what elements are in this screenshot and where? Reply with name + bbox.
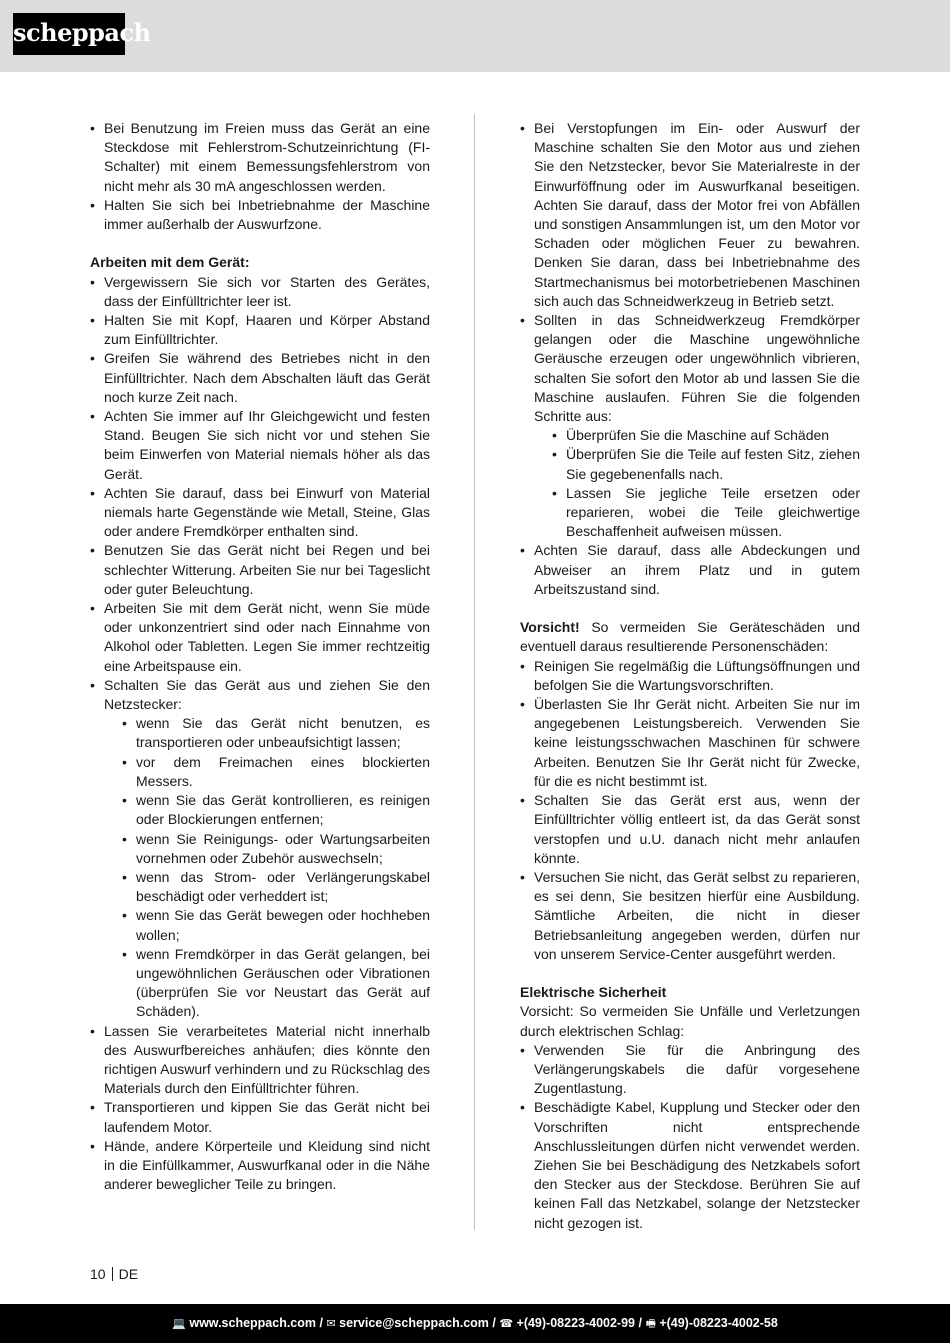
list-item: • Überlasten Sie Ihr Gerät nicht. Arbeiten Sie nur im angegebenen Leistungsbereich. Verwenden Sie keine leistungsschwachen Maschinen für schwere Arbeiten. Benutzen Sie Ihr Gerät nicht für Zwecke, für die es nicht bestimmt ist. — [520, 695, 860, 791]
list-item: • Vergewissern Sie sich vor Starten des Gerätes, dass der Einfülltrichter leer ist. — [90, 273, 430, 311]
phone-icon: ☎ — [499, 1318, 514, 1330]
list-item: • Reinigen Sie regelmäßig die Lüftungsöffnungen und befolgen Sie die Wartungsvorschriften. — [520, 657, 860, 695]
mail-icon: ✉ — [326, 1318, 336, 1330]
footer-fax: +(49)-08223-4002-58 — [659, 1316, 778, 1330]
working-list — [90, 273, 430, 1195]
column-divider — [474, 114, 475, 1230]
section-heading-working: Arbeiten mit dem Gerät: — [90, 254, 250, 271]
caution-label: Vorsicht! — [520, 619, 580, 636]
section-heading-electric: Elektrische Sicherheit — [520, 984, 667, 1001]
electric-list — [520, 1041, 860, 1233]
intro-list — [90, 119, 430, 234]
computer-icon: 💻 — [172, 1318, 186, 1330]
caution-list — [520, 657, 860, 964]
list-item: • Versuchen Sie nicht, das Gerät selbst zu reparieren, es sei denn, Sie besitzen hierfür eine Ausbildung. Sämtliche Arbeiten, die nicht in dieser Betriebsanleitung angegeben werden, dürfen nur von unserem Service-Center ausgeführt werden. — [520, 868, 860, 964]
page-header — [0, 0, 950, 72]
page-language: DE — [118, 1266, 139, 1282]
sub-list-item: • wenn Sie Reinigungs- oder Wartungsarbeiten vornehmen oder Zubehör auswechseln; — [104, 830, 430, 868]
list-item: • Benutzen Sie das Gerät nicht bei Regen und bei schlechter Witterung. Arbeiten Sie nur bei Tageslicht oder guter Beleuchtung. — [90, 541, 430, 599]
sub-list-item: • wenn Sie das Gerät nicht benutzen, es transportieren oder unbeaufsichtigt lassen; — [104, 714, 430, 752]
left-column — [90, 119, 430, 1194]
list-item: • Achten Sie immer auf Ihr Gleichgewicht und festen Stand. Beugen Sie sich nicht vor und stehen Sie beim Einwerfen von Material niemals höher als das Gerät. — [90, 407, 430, 484]
list-item: • Beschädigte Kabel, Kupplung und Stecker oder den Vorschriften nicht entsprechende Anschlussleitungen dürfen nicht verwendet werden. Ziehen Sie bei Beschädigung des Netzkabels sofort den Stecker aus der Steckdose. Berühren Sie auf keinen Fall das Netzkabel, solange der Netzstecker nicht gezogen ist. — [520, 1098, 860, 1232]
scheppach-logo: scheppach — [13, 13, 125, 55]
footer-phone: +(49)-08223-4002-99 — [516, 1316, 636, 1330]
electric-intro: Vorsicht: So vermeiden Sie Unfälle und Verletzungen durch elektrischen Schlag: — [520, 1003, 860, 1039]
list-item: • Hände, andere Körperteile und Kleidung sind nicht in die Einfüllkammer, Auswurfkanal oder in die Nähe anderer beweglicher Teile zu bringen. — [90, 1137, 430, 1195]
foreign-objects-sublist — [534, 426, 860, 541]
list-item: • Achten Sie darauf, dass bei Einwurf von Material niemals harte Gegenstände wie Metall, Steine, Glas oder andere Fremdkörper enthalten sind. — [90, 484, 430, 542]
page-number — [90, 1265, 138, 1284]
sub-list-item: • wenn Sie das Gerät kontrollieren, es reinigen oder Blockierungen entfernen; — [104, 791, 430, 829]
sub-list-item: • wenn das Strom- oder Verlängerungskabel beschädigt oder verheddert ist; — [104, 868, 430, 906]
footer-email: service@scheppach.com — [339, 1316, 489, 1330]
switch-off-sublist — [104, 714, 430, 1021]
list-item: • Lassen Sie verarbeitetes Material nicht innerhalb des Auswurfbereiches anhäufen; dies könnte den richtigen Auswurf verhindern und zu Rückschlag des Materials durch den Einfülltrichter führen. — [90, 1022, 430, 1099]
list-item: • Halten Sie mit Kopf, Haaren und Körper Abstand zum Einfülltrichter. — [90, 311, 430, 349]
list-item-switch-off — [90, 676, 430, 1022]
page-number-value: 10 — [90, 1266, 106, 1282]
right-column — [520, 119, 860, 1233]
footer-website: www.scheppach.com — [189, 1316, 317, 1330]
list-item: • Schalten Sie das Gerät erst aus, wenn der Einfülltrichter völlig entleert ist, da das Gerät sonst verstopfen und u.U. danach nicht mehr anlaufen könnte. — [520, 791, 860, 868]
list-item: • Achten Sie darauf, dass alle Abdeckungen und Abweiser an ihrem Platz und in gutem Arbeitszustand sind. — [520, 541, 860, 599]
sub-list-item: • Lassen Sie jegliche Teile ersetzen oder reparieren, wobei die Teile gleichwertige Beschaffenheit aufweisen müssen. — [534, 484, 860, 542]
fax-icon: 🖷 — [645, 1318, 656, 1330]
sub-list-item: • Überprüfen Sie die Teile auf festen Sitz, ziehen Sie gegebenenfalls nach. — [534, 445, 860, 483]
list-item: • Greifen Sie während des Betriebes nicht in den Einfülltrichter. Nach dem Abschalten läuft das Gerät noch kurze Zeit nach. — [90, 349, 430, 407]
list-item: • Bei Benutzung im Freien muss das Gerät an eine Steckdose mit Fehlerstrom-Schutzeinrichtung (FI-Schalter) mit einem Bemessungsfehlerstrom von nicht mehr als 30 mA angeschlossen werden. — [90, 119, 430, 196]
list-item: • Arbeiten Sie mit dem Gerät nicht, wenn Sie müde oder unkonzentriert sind oder nach Einnahme von Alkohol oder Tabletten. Legen Sie immer rechtzeitig eine Arbeitspause ein. — [90, 599, 430, 676]
caution-text: So vermeiden Sie Geräteschäden und eventuell daraus resultierende Personenschäden: — [520, 619, 860, 655]
foreign-objects-text: Sollten in das Schneidwerkzeug Fremdkörper gelangen oder die Maschine ungewöhnliche Geräusche erzeugen oder ungewöhnlich vibrieren, schalten Sie sofort den Motor ab und lassen Sie die Maschine auslaufen. Führen Sie die folgenden Schritte aus: — [534, 312, 860, 425]
list-item: • Halten Sie sich bei Inbetriebnahme der Maschine immer außerhalb der Auswurfzone. — [90, 196, 430, 234]
list-item: • Verwenden Sie für die Anbringung des Verlängerungskabels die dafür vorgesehene Zugentlastung. — [520, 1041, 860, 1099]
list-item: • Transportieren und kippen Sie das Gerät nicht bei laufendem Motor. — [90, 1098, 430, 1136]
list-item: • Bei Verstopfungen im Ein- oder Auswurf der Maschine schalten Sie den Motor aus und ziehen Sie den Netzstecker, bevor Sie Materialreste in der Einwurföffnung oder im Auswurfkanal beseitigen. Achten Sie darauf, dass der Motor frei von Abfällen und sonstigen Ansammlungen ist, um den Motor vor Schaden oder möglichen Feuer zu bewahren. Denken Sie daran, dass bei Inbetriebnahme des Startmechanismus bei motorbetriebenen Maschinen sich auch das Schneidwerkzeug in Betrieb setzt. — [520, 119, 860, 311]
sub-list-item: • vor dem Freimachen eines blockierten Messers. — [104, 753, 430, 791]
clog-list — [520, 119, 860, 599]
sub-list-item: • wenn Sie das Gerät bewegen oder hochheben wollen; — [104, 906, 430, 944]
switch-off-text: Schalten Sie das Gerät aus und ziehen Sie den Netzstecker: — [104, 676, 430, 713]
sub-list-item: • wenn Fremdkörper in das Gerät gelangen, bei ungewöhnlichen Geräuschen oder Vibrationen (überprüfen Sie vor Neustart das Gerät auf Schäden). — [104, 945, 430, 1022]
sub-list-item: • Überprüfen Sie die Maschine auf Schäden — [534, 426, 860, 445]
page-footer: 💻 www.scheppach.com / ✉ service@scheppach.com / ☎ +(49)-08223-4002-99 / 🖷 +(49)-08223-4002-58 — [0, 1304, 950, 1343]
list-item-foreign-objects — [520, 311, 860, 541]
caution-paragraph — [520, 618, 860, 656]
